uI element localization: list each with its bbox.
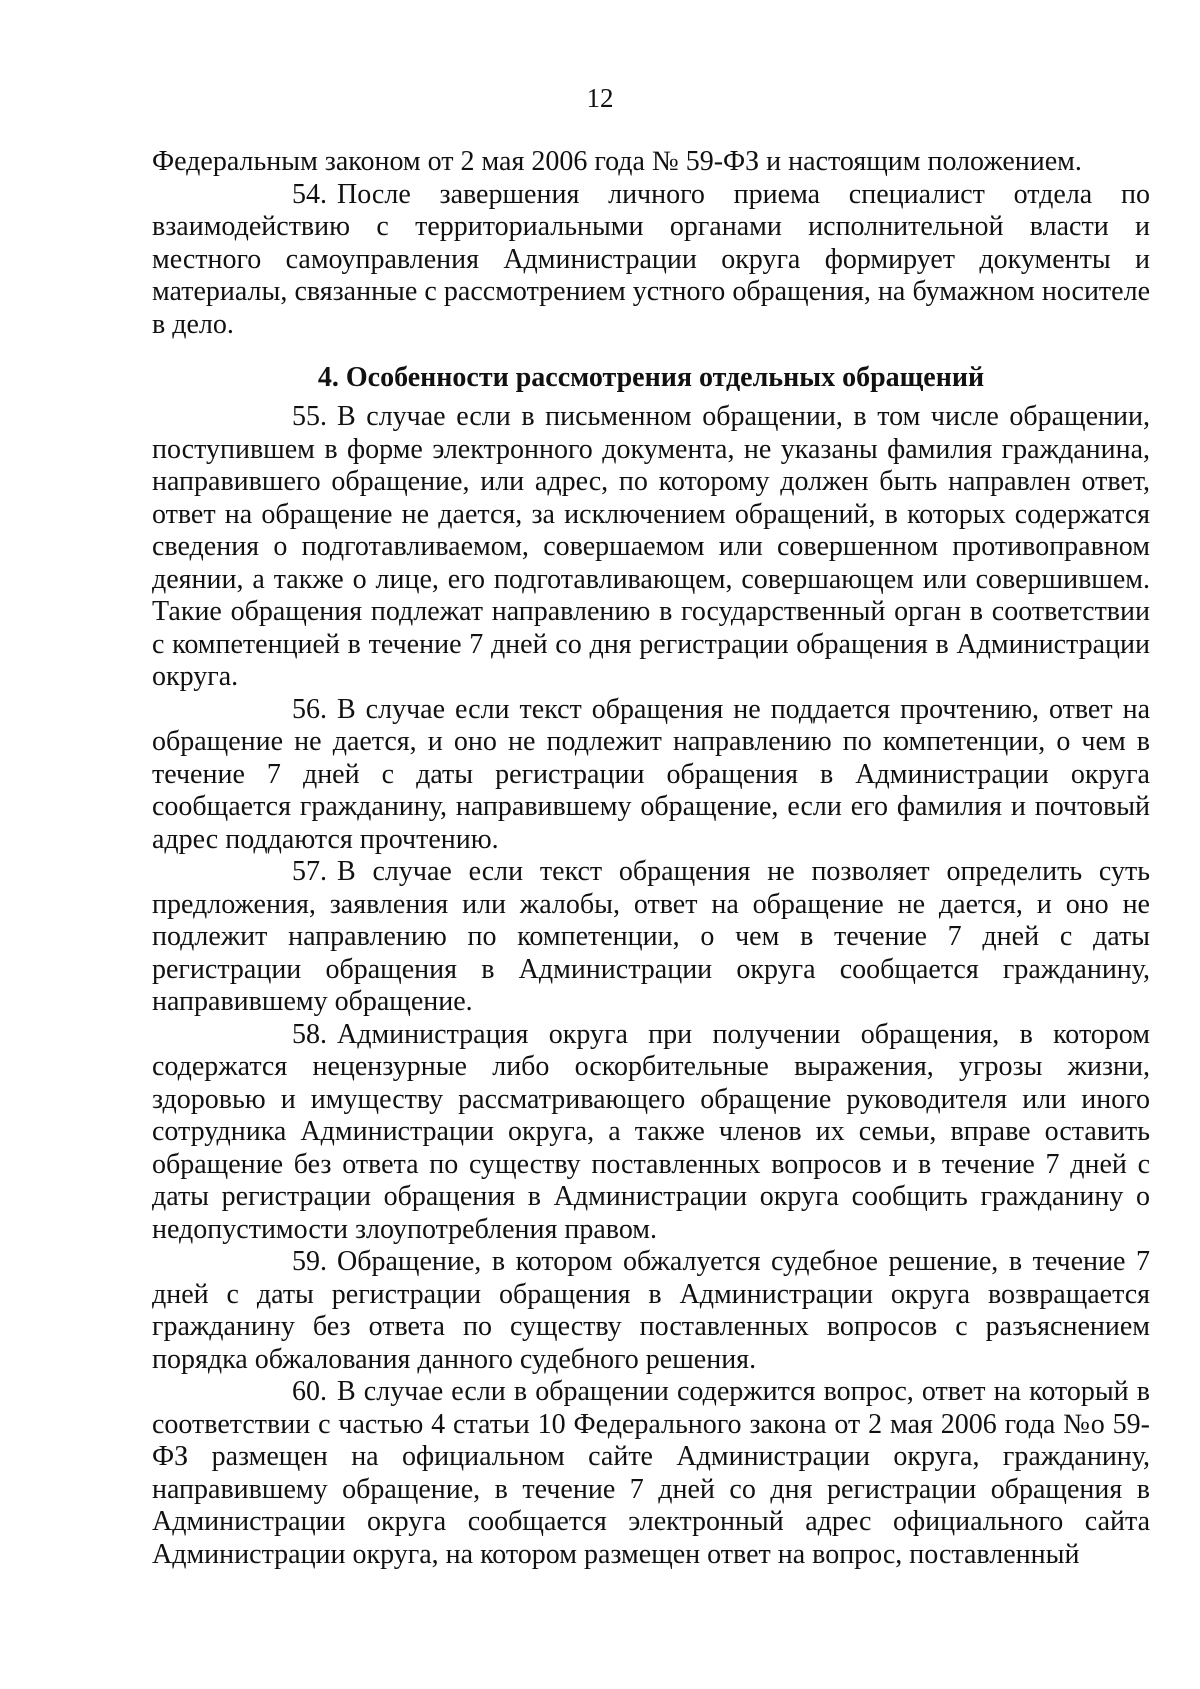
item-60	[152, 1376, 1150, 1571]
document-body	[152, 146, 1150, 1571]
item-text: После завершения личного приема специалист отдела по взаимодействию с территориальными органами исполнительной власти и местного самоуправления Администрации округа формирует документы и материалы, связанные с рассмотрением устного обращения, на бумажном носителе в дело.	[152, 178, 1150, 340]
item-56	[152, 694, 1150, 857]
item-number: 56.	[292, 693, 327, 725]
item-58	[152, 1019, 1150, 1247]
item-text: В случае если в обращении содержится вопрос, ответ на который в соответствии с частью 4 статьи 10 Федерального закона от 2 мая 2006 года №о 59-ФЗ размещен на официальном сайте Администрации округа, гражданину, направившему обращение, в течение 7 дней со дня регистрации обращения в Администрации округа сообщается электронный адрес официального сайта Администрации округа, на котором размещен ответ на вопрос, поставленный	[152, 1376, 1150, 1570]
page-number: 12	[586, 83, 614, 113]
item-number: 60.	[292, 1376, 327, 1407]
item-number: 59.	[292, 1246, 327, 1277]
continuation-paragraph: Федеральным законом от 2 мая 2006 года № 59-ФЗ и настоящим положением.	[152, 146, 1082, 177]
item-57	[152, 856, 1150, 1019]
item-number: 54.	[292, 178, 327, 210]
item-55	[152, 401, 1150, 694]
item-number: 55.	[292, 401, 327, 432]
item-text: В случае если текст обращения не позволяет определить суть предложения, заявления или жалобы, ответ на обращение не дается, и оно не подлежит направлению по компетенции, о чем в течение 7 дней с даты регистрации обращения в Администрации округа сообщается гражданину, направившему обращение.	[152, 856, 1150, 1017]
item-54	[152, 179, 1150, 342]
item-59	[152, 1246, 1150, 1376]
item-text: В случае если в письменном обращении, в том числе обращении, поступившем в форме электронного документа, не указаны фамилия гражданина, направившего обращение, или адрес, по которому должен быть направлен ответ, ответ на обращение не дается, за исключением обращений, в которых содержатся сведения о подготавливаемом, совершаемом или совершенном противоправном деянии, а также о лице, его подготавливающем, совершающем или совершившем. Такие обращения подлежат направлению в государственный орган в соответствии с компетенцией в течение 7 дней со дня регистрации обращения в Администрации округа.	[152, 401, 1150, 692]
item-text: В случае если текст обращения не поддается прочтению, ответ на обращение не дается, и оно не подлежит направлению по компетенции, о чем в течение 7 дней с даты регистрации обращения в Администрации округа сообщается гражданину, направившему обращение, если его фамилия и почтовый адрес поддаются прочтению.	[152, 693, 1150, 855]
section-heading: 4. Особенности рассмотрения отдельных обращений	[317, 362, 985, 393]
item-number: 57.	[292, 856, 327, 887]
item-text: Администрация округа при получении обращения, в котором содержатся нецензурные либо оскорбительные выражения, угрозы жизни, здоровью и имуществу рассматривающего обращение руководителя или иного сотрудника Администрации округа, а также членов их семьи, вправе оставить обращение без ответа по существу поставленных вопросов и в течение 7 дней с даты регистрации обращения в Администрации округа сообщить гражданину о недопустимости злоупотребления правом.	[152, 1018, 1150, 1245]
item-number: 58.	[292, 1018, 327, 1050]
item-text: Обращение, в котором обжалуется судебное решение, в течение 7 дней с даты регистрации обращения в Администрации округа возвращается гражданину без ответа по существу поставленных вопросов с разъяснением порядка обжалования данного судебного решения.	[152, 1246, 1150, 1375]
